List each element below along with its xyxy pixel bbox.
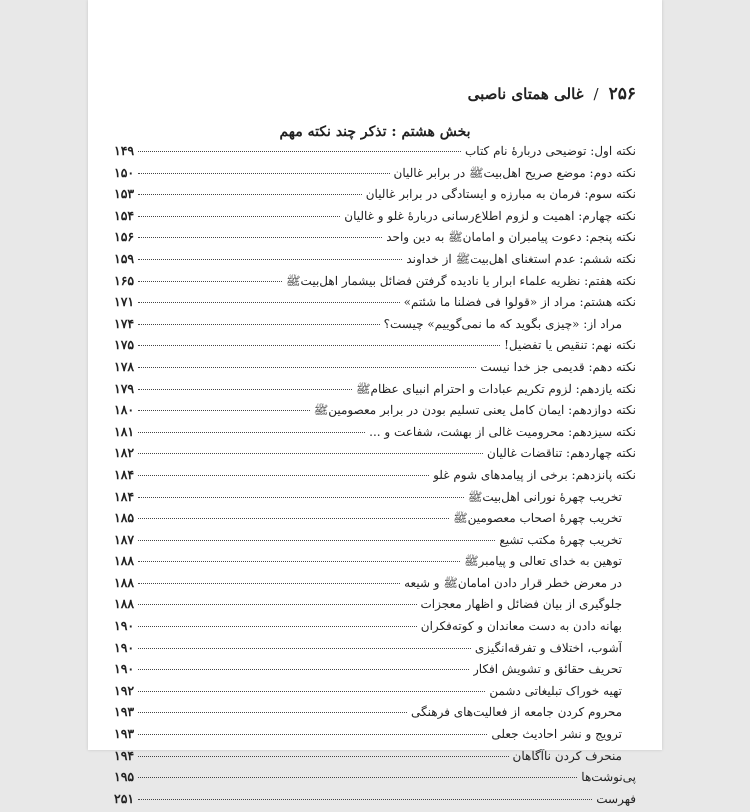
toc-entry-title: نکته ششم: عدم استغنای اهل‌بیتﷺ از خداوند [406,251,636,266]
toc-entry [114,489,636,511]
dot-leader [138,259,402,260]
dot-leader [138,281,282,282]
dot-leader [138,173,389,174]
toc-entry [114,359,636,381]
toc-entry-title: توهین به خدای تعالی و پیامبرﷺ [464,554,622,569]
toc-entry [114,402,636,424]
toc-entry [114,143,636,165]
book-page [88,0,662,806]
book-title: غالی همتای ناصبی [467,85,584,103]
toc-entry-title: جلوگیری از بیان فضائل و اظهار معجزات [420,597,622,612]
toc-entry-title: نکته چهاردهم: تناقضات غالیان [487,446,636,461]
toc-entry [114,748,636,770]
toc-entry-page: ۱۸۸ [114,574,135,590]
toc-entry-title: آشوب، اختلاف و تفرقه‌انگیزی [474,640,622,655]
toc-entry-page: ۱۹۳ [114,704,135,720]
dot-leader [138,756,508,757]
toc-entry [114,704,636,726]
toc-entry-page: ۱۸۱ [114,423,135,439]
toc-entry [114,316,636,338]
toc-entry-title: مراد از: «چیزی بگوید که ما نمی‌گوییم» چیست؟ [383,316,622,331]
dot-leader [138,432,365,433]
toc-entry [114,791,636,812]
dot-leader [138,475,429,476]
dot-leader [138,237,382,238]
toc-entry-title: ترویج و نشر احادیث جعلی [491,727,622,742]
toc-entry-page: ۱۸۸ [114,596,135,612]
toc-entry-title: نکته اول: توضیحی دربارهٔ نام کتاب [464,144,636,158]
dot-leader [138,712,407,713]
toc-entry [114,575,636,597]
toc-entry-title: پی‌نوشت‌ها [581,770,636,785]
toc-entry [114,726,636,748]
dot-leader [138,194,362,195]
dot-leader [138,626,417,627]
toc-entry-page: ۱۷۱ [114,294,135,310]
toc-entry-page: ۱۹۳ [114,726,135,742]
toc-entry-page: ۱۸۷ [114,531,135,547]
toc-entry [114,165,636,187]
toc-entry-page: ۱۷۴ [114,315,135,331]
dot-leader [138,648,471,649]
toc-entry-title: نکته پنجم: دعوت پیامبران و امامانﷺ به دین واحد [386,230,636,245]
toc-entry [114,769,636,791]
toc-entry-page: ۱۶۵ [114,272,135,288]
toc-entry-title: تحریف حقائق و تشویش افکار [472,662,622,677]
toc-entry-title: نکته هشتم: مراد از «قولوا فی فضلنا ما شئتم» [403,295,636,310]
toc-entry [114,467,636,489]
dot-leader [138,216,340,217]
toc-entry-title: نکته چهارم: اهمیت و لزوم اطلاع‌رسانی دربارهٔ غلو و غالیان [344,208,636,223]
dot-leader [138,799,592,800]
page-number: ۲۵۶ [608,84,636,104]
toc-entry-page: ۱۷۸ [114,358,135,374]
toc-entry-title: نکته سیزدهم: محرومیت غالی از بهشت، شفاعت و ... [369,424,636,439]
dot-leader [138,777,577,778]
toc-entry-page: ۱۸۰ [114,402,135,418]
toc-entry-page: ۱۷۹ [114,380,135,396]
toc-entry [114,251,636,273]
toc-entry [114,596,636,618]
toc-entry-page: ۱۸۵ [114,510,135,526]
dot-leader [138,389,352,390]
toc-entry [114,273,636,295]
toc-entry-page: ۱۹۲ [114,682,135,698]
toc-entry-title: بهانه دادن به دست معاندان و کوته‌فکران [420,619,622,634]
toc-entry-page: ۱۹۵ [114,769,135,785]
toc-entry [114,186,636,208]
toc-entry [114,661,636,683]
dot-leader [138,367,476,368]
dot-leader [138,453,483,454]
toc-entry-page: ۱۸۲ [114,445,135,461]
dot-leader [138,669,469,670]
table-of-contents [114,143,636,812]
dot-leader [138,583,400,584]
toc-entry [114,510,636,532]
toc-entry [114,532,636,554]
toc-entry-title: نکته دهم: قدیمی جز خدا نیست [480,359,636,374]
toc-entry-title: محروم کردن جامعه از فعالیت‌های فرهنگی [411,705,622,720]
toc-entry [114,294,636,316]
toc-entry-title: نکته پانزدهم: برخی از پیامدهای شوم غلو [433,467,636,482]
toc-entry-title: منحرف کردن ناآگاهان [512,748,622,763]
toc-entry-title: تخریب چهرهٔ اصحاب معصومینﷺ [453,511,622,526]
toc-entry [114,229,636,251]
dot-leader [138,497,464,498]
toc-entry-page: ۱۸۸ [114,553,135,569]
toc-entry [114,381,636,403]
section-title: بخش هشتم : تذکر چند نکته مهم [279,124,471,140]
toc-entry-page: ۱۷۵ [114,337,135,353]
dot-leader [138,345,500,346]
dot-leader [138,691,485,692]
toc-entry-page: ۱۹۰ [114,661,135,677]
toc-entry-page: ۱۹۰ [114,639,135,655]
header-separator: / [593,85,599,103]
toc-entry [114,208,636,230]
toc-entry-page: ۱۴۹ [114,143,135,158]
dot-leader [138,734,487,735]
dot-leader [138,302,399,303]
toc-entry-title: در معرض خطر قرار دادن امامانﷺ و شیعه [404,575,622,590]
dot-leader [138,324,379,325]
toc-entry-page: ۱۵۶ [114,229,135,245]
toc-entry-title: فهرست [596,791,636,806]
dot-leader [138,151,461,152]
toc-entry-title: نکته یازدهم: لزوم تکریم عبادات و احترام انبیای عظامﷺ [356,381,636,396]
dot-leader [138,518,449,519]
toc-entry-page: ۱۵۰ [114,164,135,180]
toc-entry-page: ۱۸۴ [114,466,135,482]
toc-entry-page: ۱۵۳ [114,186,135,202]
toc-entry [114,683,636,705]
dot-leader [138,604,416,605]
toc-entry-title: نکته دوازدهم: ایمان کامل یعنی تسلیم بودن در برابر معصومینﷺ [313,403,636,418]
toc-entry-page: ۱۵۹ [114,250,135,266]
toc-entry [114,337,636,359]
dot-leader [138,410,310,411]
page-header [114,84,636,104]
toc-entry [114,445,636,467]
toc-entry-title: نکته دوم: موضع صریح اهل‌بیتﷺ در برابر غالیان [393,165,636,180]
toc-entry [114,618,636,640]
toc-entry-page: ۱۹۴ [114,747,135,763]
toc-entry-title: نکته نهم: تنقیص یا تفضیل! [504,338,636,353]
dot-leader [138,540,495,541]
toc-entry-title: نکته سوم: فرمان به مبارزه و ایستادگی در برابر غالیان [365,187,636,202]
toc-entry-page: ۱۵۴ [114,207,135,223]
toc-entry-title: تخریب چهرهٔ نورانی اهل‌بیتﷺ [467,489,622,504]
toc-entry-page: ۱۸۴ [114,488,135,504]
toc-entry-title: نکته هفتم: نظریه علماء ابرار یا نادیده گرفتن فضائل بیشمار اهل‌بیتﷺ [286,273,636,288]
toc-entry-title: تهیه خوراک تبلیغاتی دشمن [489,683,622,698]
toc-entry [114,640,636,662]
dot-leader [138,561,460,562]
toc-entry [114,424,636,446]
toc-entry [114,553,636,575]
toc-entry-page: ۱۹۰ [114,618,135,634]
toc-entry-title: تخریب چهرهٔ مکتب تشیع [499,532,622,547]
toc-entry-page: ۲۵۱ [114,790,135,806]
